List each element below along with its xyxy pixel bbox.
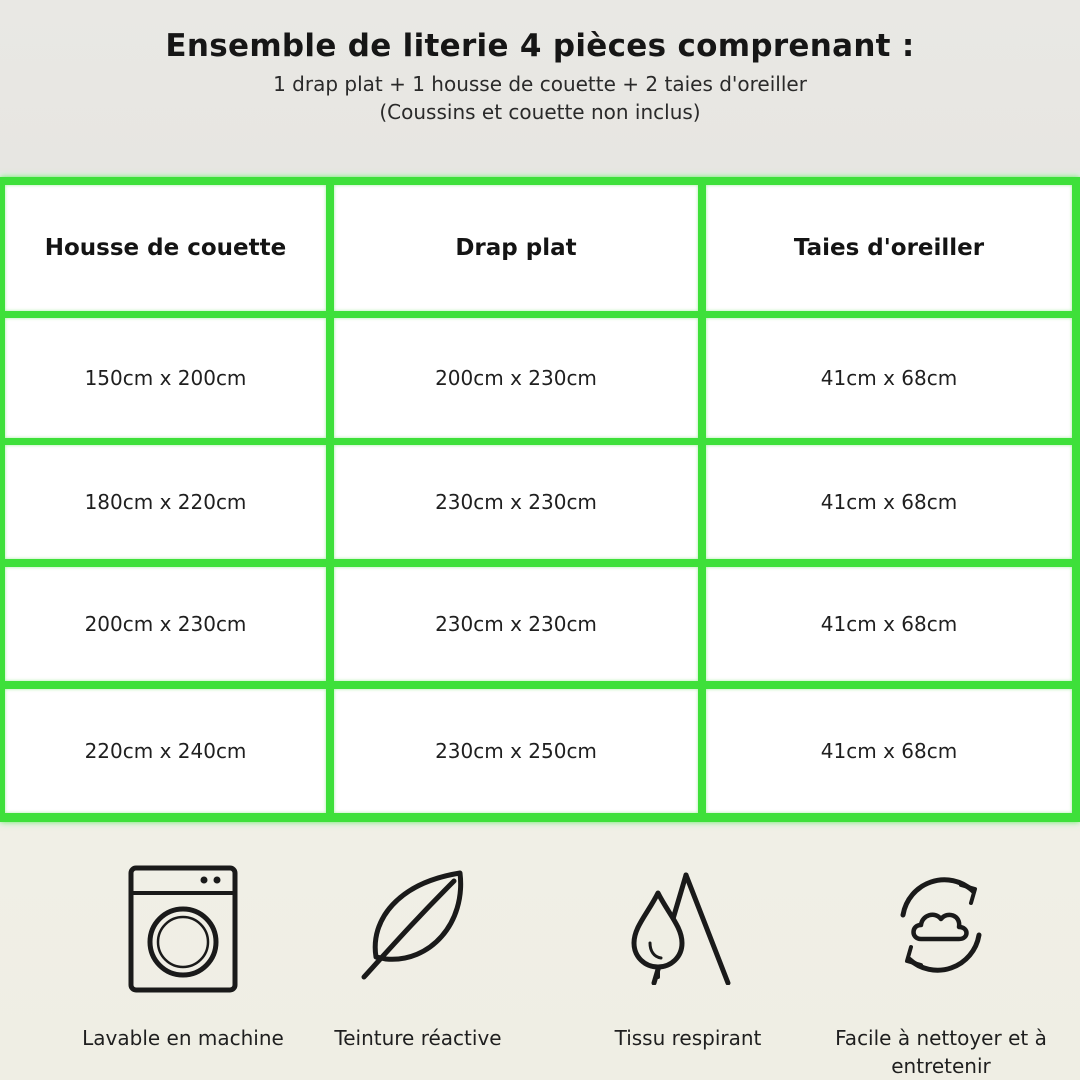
- table-cell: 180cm x 220cm: [5, 445, 326, 559]
- feature-breathable-fabric: [558, 840, 818, 1080]
- table-cell: 41cm x 68cm: [706, 567, 1072, 681]
- table-cell: 41cm x 68cm: [706, 318, 1072, 438]
- table-cell: 230cm x 250cm: [334, 689, 698, 813]
- water-drop-icon: [628, 865, 748, 985]
- size-table: [0, 177, 1080, 822]
- feature-easy-care: [811, 840, 1071, 1080]
- features-row: [0, 840, 1080, 1080]
- table-cell: 200cm x 230cm: [334, 318, 698, 438]
- set-contents-text: 1 drap plat + 1 housse de couette + 2 taies d'oreiller: [273, 72, 807, 96]
- feature-machine-washable: [53, 840, 313, 1080]
- table-cell: 200cm x 230cm: [5, 567, 326, 681]
- table-cell: 41cm x 68cm: [706, 689, 1072, 813]
- column-header-flat-sheet: Drap plat: [334, 185, 698, 311]
- table-cell: 230cm x 230cm: [334, 567, 698, 681]
- leaf-icon: [358, 865, 478, 985]
- table-cell: 220cm x 240cm: [5, 689, 326, 813]
- table-cell: 150cm x 200cm: [5, 318, 326, 438]
- feature-label: Teinture réactive: [334, 1026, 502, 1050]
- washing-machine-icon: [128, 865, 238, 995]
- header: [0, 0, 1080, 170]
- table-cell: 230cm x 230cm: [334, 445, 698, 559]
- column-header-duvet-cover: Housse de couette: [5, 185, 326, 311]
- feature-label: Facile à nettoyer et à entretenir: [835, 1026, 1047, 1078]
- feature-reactive-dye: [288, 840, 548, 1080]
- page-title: Ensemble de literie 4 pièces comprenant :: [165, 28, 915, 64]
- feature-label: Lavable en machine: [82, 1026, 284, 1050]
- feature-label: Tissu respirant: [614, 1026, 762, 1050]
- column-header-pillowcases: Taies d'oreiller: [706, 185, 1072, 311]
- table-cell: 41cm x 68cm: [706, 445, 1072, 559]
- cloud-cycle-icon: [881, 865, 1001, 985]
- not-included-note: (Coussins et couette non inclus): [379, 100, 701, 124]
